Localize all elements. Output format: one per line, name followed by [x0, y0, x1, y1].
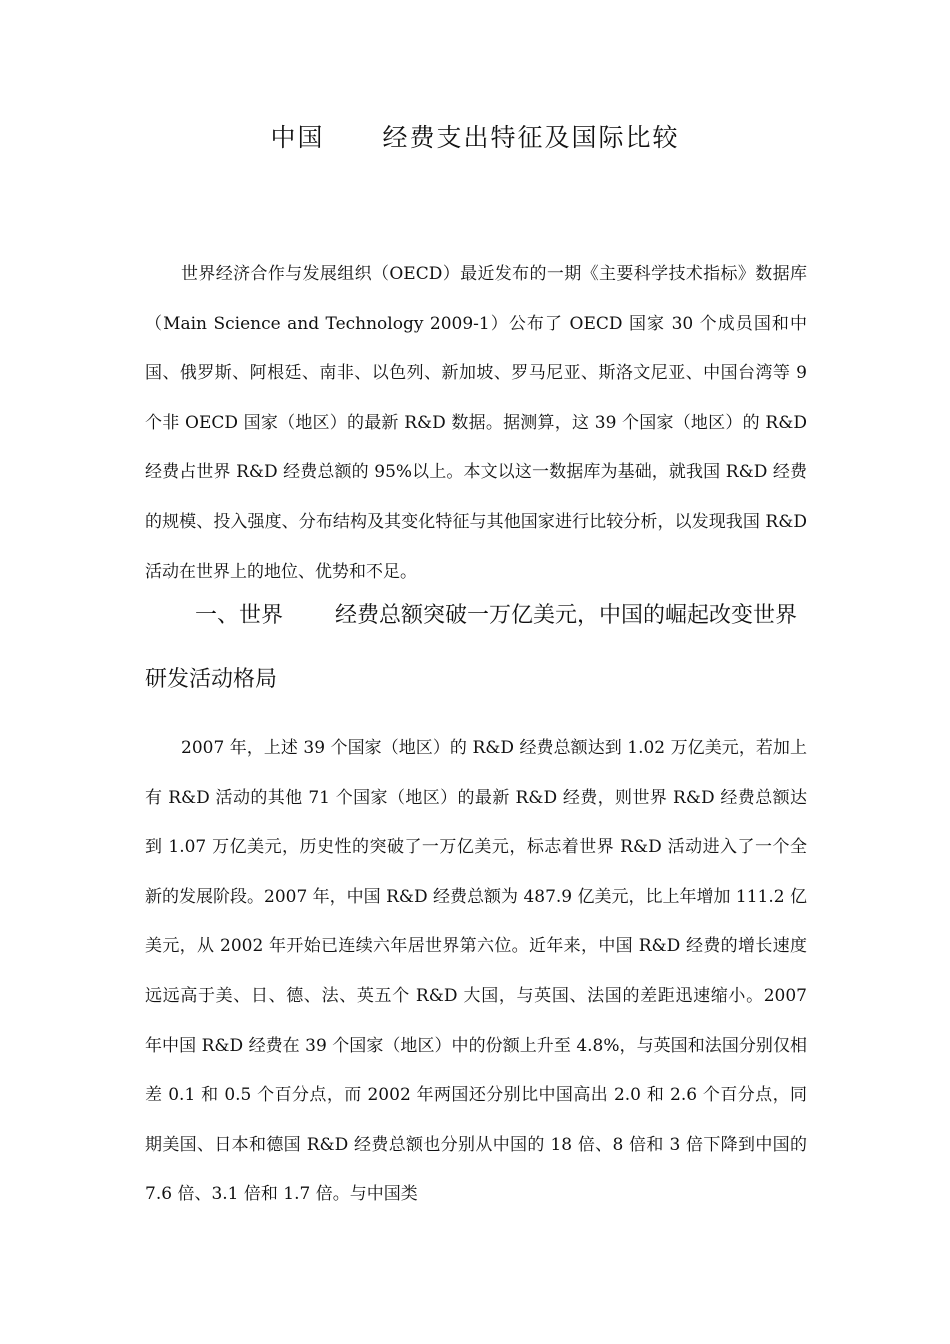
- section-1-paragraph: 2007 年，上述 39 个国家（地区）的 R&D 经费总额达到 1.02 万亿美元，若加上有 R&D 活动的其他 71 个国家（地区）的最新 R&D 经费，则世界 R&D 经费总额达到 1.07 万亿美元，历史性的突破了一万亿美元，标志着世界 R&D 活动进入了一个全新的发展阶段。2007 年，中国 R&D 经费总额为 487.9 亿美元，比上年增加 111.2 亿美元，从 2002 年开始已连续六年居世界第六位。近年来，中国 R&D 经费的增长速度远远高于美、日、德、法、英五个 R&D 大国，与英国、法国的差距迅速缩小。2007 年中国 R&D 经费在 39 个国家（地区）中的份额上升至 4.8%，与英国和法国分别仅相差 0.1 和 0.5 个百分点，而 2002 年两国还分别比中国高出 2.0 和 2.6 个百分点，同期美国、日本和德国 R&D 经费总额也分别从中国的 18 倍、8 倍和 3 倍下降到中国的 7.6 倍、3.1 倍和 1.7 倍。与中国类: [145, 738, 807, 1205]
- title-part-1: 中国: [270, 123, 325, 152]
- section-heading-1-part-1: 一、世界: [195, 603, 284, 628]
- title-part-2: 经费支出特征及国际比较: [382, 123, 680, 152]
- section-heading-1: [145, 584, 807, 712]
- intro-paragraph: 世界经济合作与发展组织（OECD）最近发布的一期《主要科学技术指标》数据库（Main Science and Technology 2009-1）公布了 OECD 国家 30 个成员国和中国、俄罗斯、阿根廷、南非、以色列、新加坡、罗马尼亚、斯洛文尼亚、中国台湾等 9 个非 OECD 国家（地区）的最新 R&D 数据。据测算，这 39 个国家（地区）的 R&D 经费占世界 R&D 经费总额的 95%以上。本文以这一数据库为基础，就我国 R&D 经费的规模、投入强度、分布结构及其变化特征与其他国家进行比较分析，以发现我国 R&D 活动在世界上的地位、优势和不足。: [145, 264, 807, 582]
- page-title: [0, 118, 950, 158]
- section-heading-1-part-2: 经费总额突破一万亿美元，中国的崛起改变世界研发活动格局: [145, 603, 798, 692]
